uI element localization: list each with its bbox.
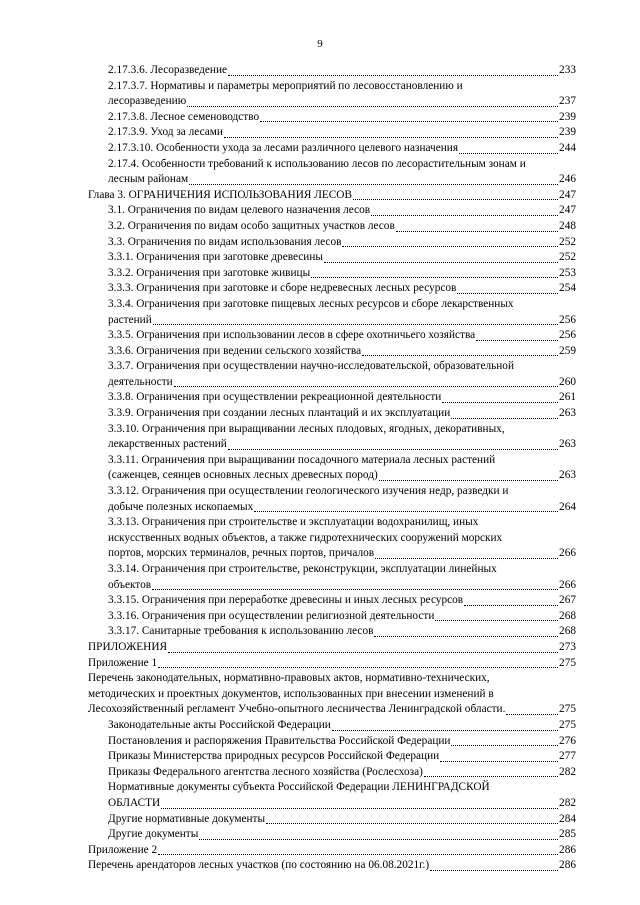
toc-entry-title: 3.3.16. Ограничения при осуществлении религиозной деятельности	[108, 609, 435, 622]
toc-entry[interactable]	[88, 734, 576, 750]
toc-entry-page: 252	[559, 251, 576, 264]
dot-leader	[362, 355, 558, 356]
dot-leader	[152, 589, 558, 590]
toc-entry[interactable]	[88, 141, 576, 157]
toc-entry-page: 261	[559, 391, 576, 404]
toc-entry-title: 3.3.8. Ограничения при осуществлении рекреационной деятельности	[108, 391, 442, 404]
dot-leader	[442, 402, 558, 403]
dot-leader	[158, 854, 558, 855]
toc-entry-page: 275	[559, 718, 576, 731]
toc-entry-title: 2.17.4. Особенности требований к использованию лесов по лесорастительным зонам и	[108, 157, 526, 170]
toc-entry-title: 3.3.12. Ограничения при осуществлении геологического изучения недр, разведки и	[108, 485, 509, 498]
dot-leader	[440, 761, 558, 762]
page-number: 9	[317, 38, 323, 50]
dot-leader	[375, 558, 558, 559]
toc-entry-title: 3.3.11. Ограничения при выращивании посадочного материала лесных растений	[108, 453, 496, 466]
toc-entry-page: 263	[559, 438, 576, 451]
toc-entry-page: 275	[559, 703, 576, 716]
toc-entry-title: 3.3.5. Ограничения при использовании лесов в сфере охотничьего хозяйства	[108, 329, 476, 342]
toc-entry[interactable]	[88, 188, 576, 204]
toc-entry[interactable]	[88, 812, 576, 828]
toc-entry[interactable]	[88, 281, 576, 297]
toc-entry-page: 282	[559, 796, 576, 809]
dot-leader	[311, 277, 558, 278]
toc-entry[interactable]	[88, 453, 576, 484]
toc-entry[interactable]	[88, 125, 576, 141]
toc-entry-title: 2.17.3.9. Уход за лесами	[108, 126, 223, 139]
toc-entry[interactable]	[88, 422, 576, 453]
toc-entry-title: Постановления и распоряжения Правительства Российской Федерации	[108, 734, 451, 747]
dot-leader	[260, 121, 558, 122]
toc-entry[interactable]	[88, 390, 576, 406]
toc-entry[interactable]	[88, 624, 576, 640]
toc-entry-title: лесным районам	[108, 173, 189, 186]
toc-entry-title: 3.3.2. Ограничения при заготовке живицы	[108, 266, 311, 279]
toc-entry-title: методических и проектных документов, использованных при внесении изменений в	[88, 687, 494, 700]
toc-entry-page: 260	[559, 375, 576, 388]
toc-entry-title: Приложение 2	[88, 843, 158, 856]
toc-entry-page: 248	[559, 219, 576, 232]
dot-leader	[464, 605, 558, 606]
toc-entry[interactable]	[88, 671, 576, 718]
toc-entry-title: Глава 3. ОГРАНИЧЕНИЯ ИСПОЛЬЗОВАНИЯ ЛЕСОВ	[88, 188, 353, 201]
toc-entry-title: лесоразведению	[108, 95, 187, 108]
toc-entry[interactable]	[88, 593, 576, 609]
toc-entry-page: 285	[559, 828, 576, 841]
toc-entry[interactable]	[88, 203, 576, 219]
toc-entry[interactable]	[88, 749, 576, 765]
dot-leader	[379, 480, 558, 481]
toc-entry[interactable]	[88, 63, 576, 79]
dot-leader	[161, 808, 558, 809]
toc-entry-title: деятельности	[108, 375, 173, 388]
toc-entry[interactable]	[88, 827, 576, 843]
toc-entry-page: 266	[559, 547, 576, 560]
toc-entry-title: 3.3.10. Ограничения при выращивании лесных плодовых, ягодных, декоративных,	[108, 422, 505, 435]
dot-leader	[324, 262, 558, 263]
toc-entry[interactable]	[88, 297, 576, 328]
dot-leader	[451, 418, 558, 419]
toc-entry-title: Перечень законодательных, нормативно-правовых актов, нормативно-технических,	[88, 672, 490, 685]
dot-leader	[254, 511, 558, 512]
toc-entry-title: 3.3.7. Ограничения при осуществлении научно-исследовательской, образовательной	[108, 360, 514, 373]
toc-entry-title: 3.3.14. Ограничения при строительстве, реконструкции, эксплуатации линейных	[108, 563, 497, 575]
toc-entry-title: растений	[108, 313, 152, 326]
toc-entry-title: добыче полезных ископаемых	[108, 500, 254, 513]
dot-leader	[506, 714, 558, 715]
toc-entry-page: 246	[559, 173, 576, 186]
dot-leader	[435, 620, 558, 621]
toc-entry-page: 277	[559, 750, 576, 763]
toc-entry[interactable]	[88, 79, 576, 110]
toc-entry-page: 284	[559, 812, 576, 825]
dot-leader	[332, 730, 558, 731]
dot-leader	[158, 667, 558, 668]
toc-entry-page: 259	[559, 344, 576, 357]
toc-entry-page: 256	[559, 313, 576, 326]
toc-entry-page: 263	[559, 407, 576, 420]
toc-entry-title: искусственных водных объектов, а также гидротехнических сооружений морских	[108, 531, 503, 544]
toc-entry-title: 3.3.15. Ограничения при переработке древесины и иных лесных ресурсов	[108, 594, 464, 607]
toc-entry-title: Другие нормативные документы	[108, 812, 266, 825]
toc-entry-title: 3.3.4. Ограничения при заготовке пищевых лесных ресурсов и сборе лекарственных	[108, 297, 514, 310]
toc-entry-title: 3.3.3. Ограничения при заготовке и сборе недревесных лесных ресурсов	[108, 282, 457, 295]
toc-entry[interactable]	[88, 110, 576, 126]
dot-leader	[451, 745, 558, 746]
toc-entry[interactable]	[88, 765, 576, 781]
toc-entry-title: 3.2. Ограничения по видам особо защитных участков лесов	[108, 219, 395, 232]
dot-leader	[187, 106, 558, 107]
dot-leader	[266, 823, 558, 824]
toc-entry-title: 3.3.17. Санитарные требования к использованию лесов	[108, 625, 374, 638]
toc-entry-page: 268	[559, 609, 576, 622]
toc-entry-title: Перечень арендаторов лесных участков (по состоянию на 06.08.2021г.)	[88, 859, 430, 872]
dot-leader	[374, 636, 558, 637]
toc-entry-page: 254	[559, 282, 576, 295]
toc-entry[interactable]	[88, 562, 576, 593]
toc-entry[interactable]	[88, 780, 576, 811]
toc-entry[interactable]	[88, 484, 576, 515]
toc-entry-title: 3.3.9. Ограничения при создании лесных плантаций и их эксплуатации	[108, 407, 451, 420]
toc-entry[interactable]	[88, 406, 576, 422]
toc-entry-page: 239	[559, 126, 576, 139]
toc-entry-title: Лесохозяйственный регламент Учебно-опытного лесничества Ленинградской области.	[88, 703, 506, 716]
toc-entry-title: портов, морских терминалов, речных портов, причалов	[108, 547, 375, 560]
toc-entry-title: ОБЛАСТИ	[108, 796, 161, 809]
dot-leader	[371, 215, 558, 216]
dot-leader	[459, 153, 558, 154]
dot-leader	[353, 199, 558, 200]
toc-entry-title: 3.1. Ограничения по видам целевого назначения лесов	[108, 204, 371, 217]
toc-entry-title: 2.17.3.7. Нормативы и параметры мероприятий по лесовосстановлению и	[108, 79, 463, 92]
toc-entry-title: объектов	[108, 578, 152, 591]
toc-entry[interactable]	[88, 858, 576, 874]
toc-entry[interactable]	[88, 609, 576, 625]
toc-entry-title: 2.17.3.6. Лесоразведение	[108, 64, 228, 76]
toc-entry-page: 253	[559, 266, 576, 279]
toc-entry-page: 239	[559, 110, 576, 123]
toc-entry-page: 247	[559, 204, 576, 217]
toc-entry-title: Приказы Федерального агентства лесного хозяйства (Рослесхоза)	[108, 765, 423, 778]
toc-entry-page: 266	[559, 578, 576, 591]
toc-entry-page: 256	[559, 329, 576, 342]
dot-leader	[476, 340, 558, 341]
toc-entry-title: 2.17.3.8. Лесное семеноводство	[108, 110, 260, 123]
toc-entry-title: 3.3.1. Ограничения при заготовке древесины	[108, 251, 323, 264]
table-of-contents	[88, 63, 576, 874]
dot-leader	[168, 652, 558, 653]
toc-entry-title: Другие документы	[108, 828, 199, 841]
toc-entry[interactable]	[88, 328, 576, 344]
toc-entry[interactable]	[88, 718, 576, 734]
toc-entry[interactable]	[88, 344, 576, 360]
toc-entry-page: 282	[559, 765, 576, 778]
toc-entry-page: 273	[559, 640, 576, 653]
toc-entry-page: 267	[559, 594, 576, 607]
toc-entry-page: 275	[559, 656, 576, 669]
toc-entry-title: Приложение 1	[88, 656, 158, 669]
toc-entry-page: 252	[559, 235, 576, 248]
toc-entry-title: 2.17.3.10. Особенности ухода за лесами различного целевого назначения	[108, 141, 459, 154]
toc-entry-page: 276	[559, 734, 576, 747]
toc-entry[interactable]	[88, 235, 576, 251]
dot-leader	[430, 870, 558, 871]
toc-entry-page: 233	[559, 64, 576, 76]
toc-entry-page: 268	[559, 625, 576, 638]
toc-entry[interactable]	[88, 157, 576, 188]
dot-leader	[199, 839, 558, 840]
toc-entry-title: Нормативные документы субъекта Российской Федерации ЛЕНИНГРАДСКОЙ	[108, 781, 490, 794]
dot-leader	[342, 246, 558, 247]
toc-entry-page: 237	[559, 95, 576, 108]
toc-entry-page: 244	[559, 141, 576, 154]
toc-entry[interactable]	[88, 515, 576, 562]
toc-entry[interactable]	[88, 843, 576, 859]
dot-leader	[224, 137, 558, 138]
dot-leader	[396, 231, 558, 232]
toc-entry-page: 247	[559, 188, 576, 201]
dot-leader	[228, 75, 558, 76]
toc-entry-title: 3.3. Ограничения по видам использования лесов	[108, 235, 342, 248]
toc-entry[interactable]	[88, 656, 576, 672]
toc-entry-title: 3.3.6. Ограничения при ведении сельского хозяйства	[108, 344, 362, 357]
toc-entry[interactable]	[88, 250, 576, 266]
toc-entry-title: (саженцев, сеянцев основных лесных древесных пород)	[108, 469, 378, 482]
toc-entry[interactable]	[88, 359, 576, 390]
toc-entry-title: Законодательные акты Российской Федерации	[108, 718, 331, 731]
toc-entry-title: ПРИЛОЖЕНИЯ	[88, 640, 168, 653]
dot-leader	[424, 776, 558, 777]
toc-entry-page: 286	[559, 843, 576, 856]
dot-leader	[189, 184, 558, 185]
dot-leader	[457, 293, 558, 294]
toc-entry-title: лекарственных растений	[108, 438, 227, 451]
dot-leader	[228, 449, 558, 450]
toc-entry-page: 264	[559, 500, 576, 513]
toc-entry[interactable]	[88, 266, 576, 282]
toc-entry-page: 286	[559, 859, 576, 872]
toc-entry-page: 263	[559, 469, 576, 482]
dot-leader	[153, 324, 558, 325]
toc-entry-title: 3.3.13. Ограничения при строительстве и эксплуатации водохранилищ, иных	[108, 516, 479, 529]
toc-entry[interactable]	[88, 219, 576, 235]
toc-entry[interactable]	[88, 640, 576, 656]
toc-entry-title: Приказы Министерства природных ресурсов Российской Федерации	[108, 750, 440, 763]
dot-leader	[174, 386, 558, 387]
